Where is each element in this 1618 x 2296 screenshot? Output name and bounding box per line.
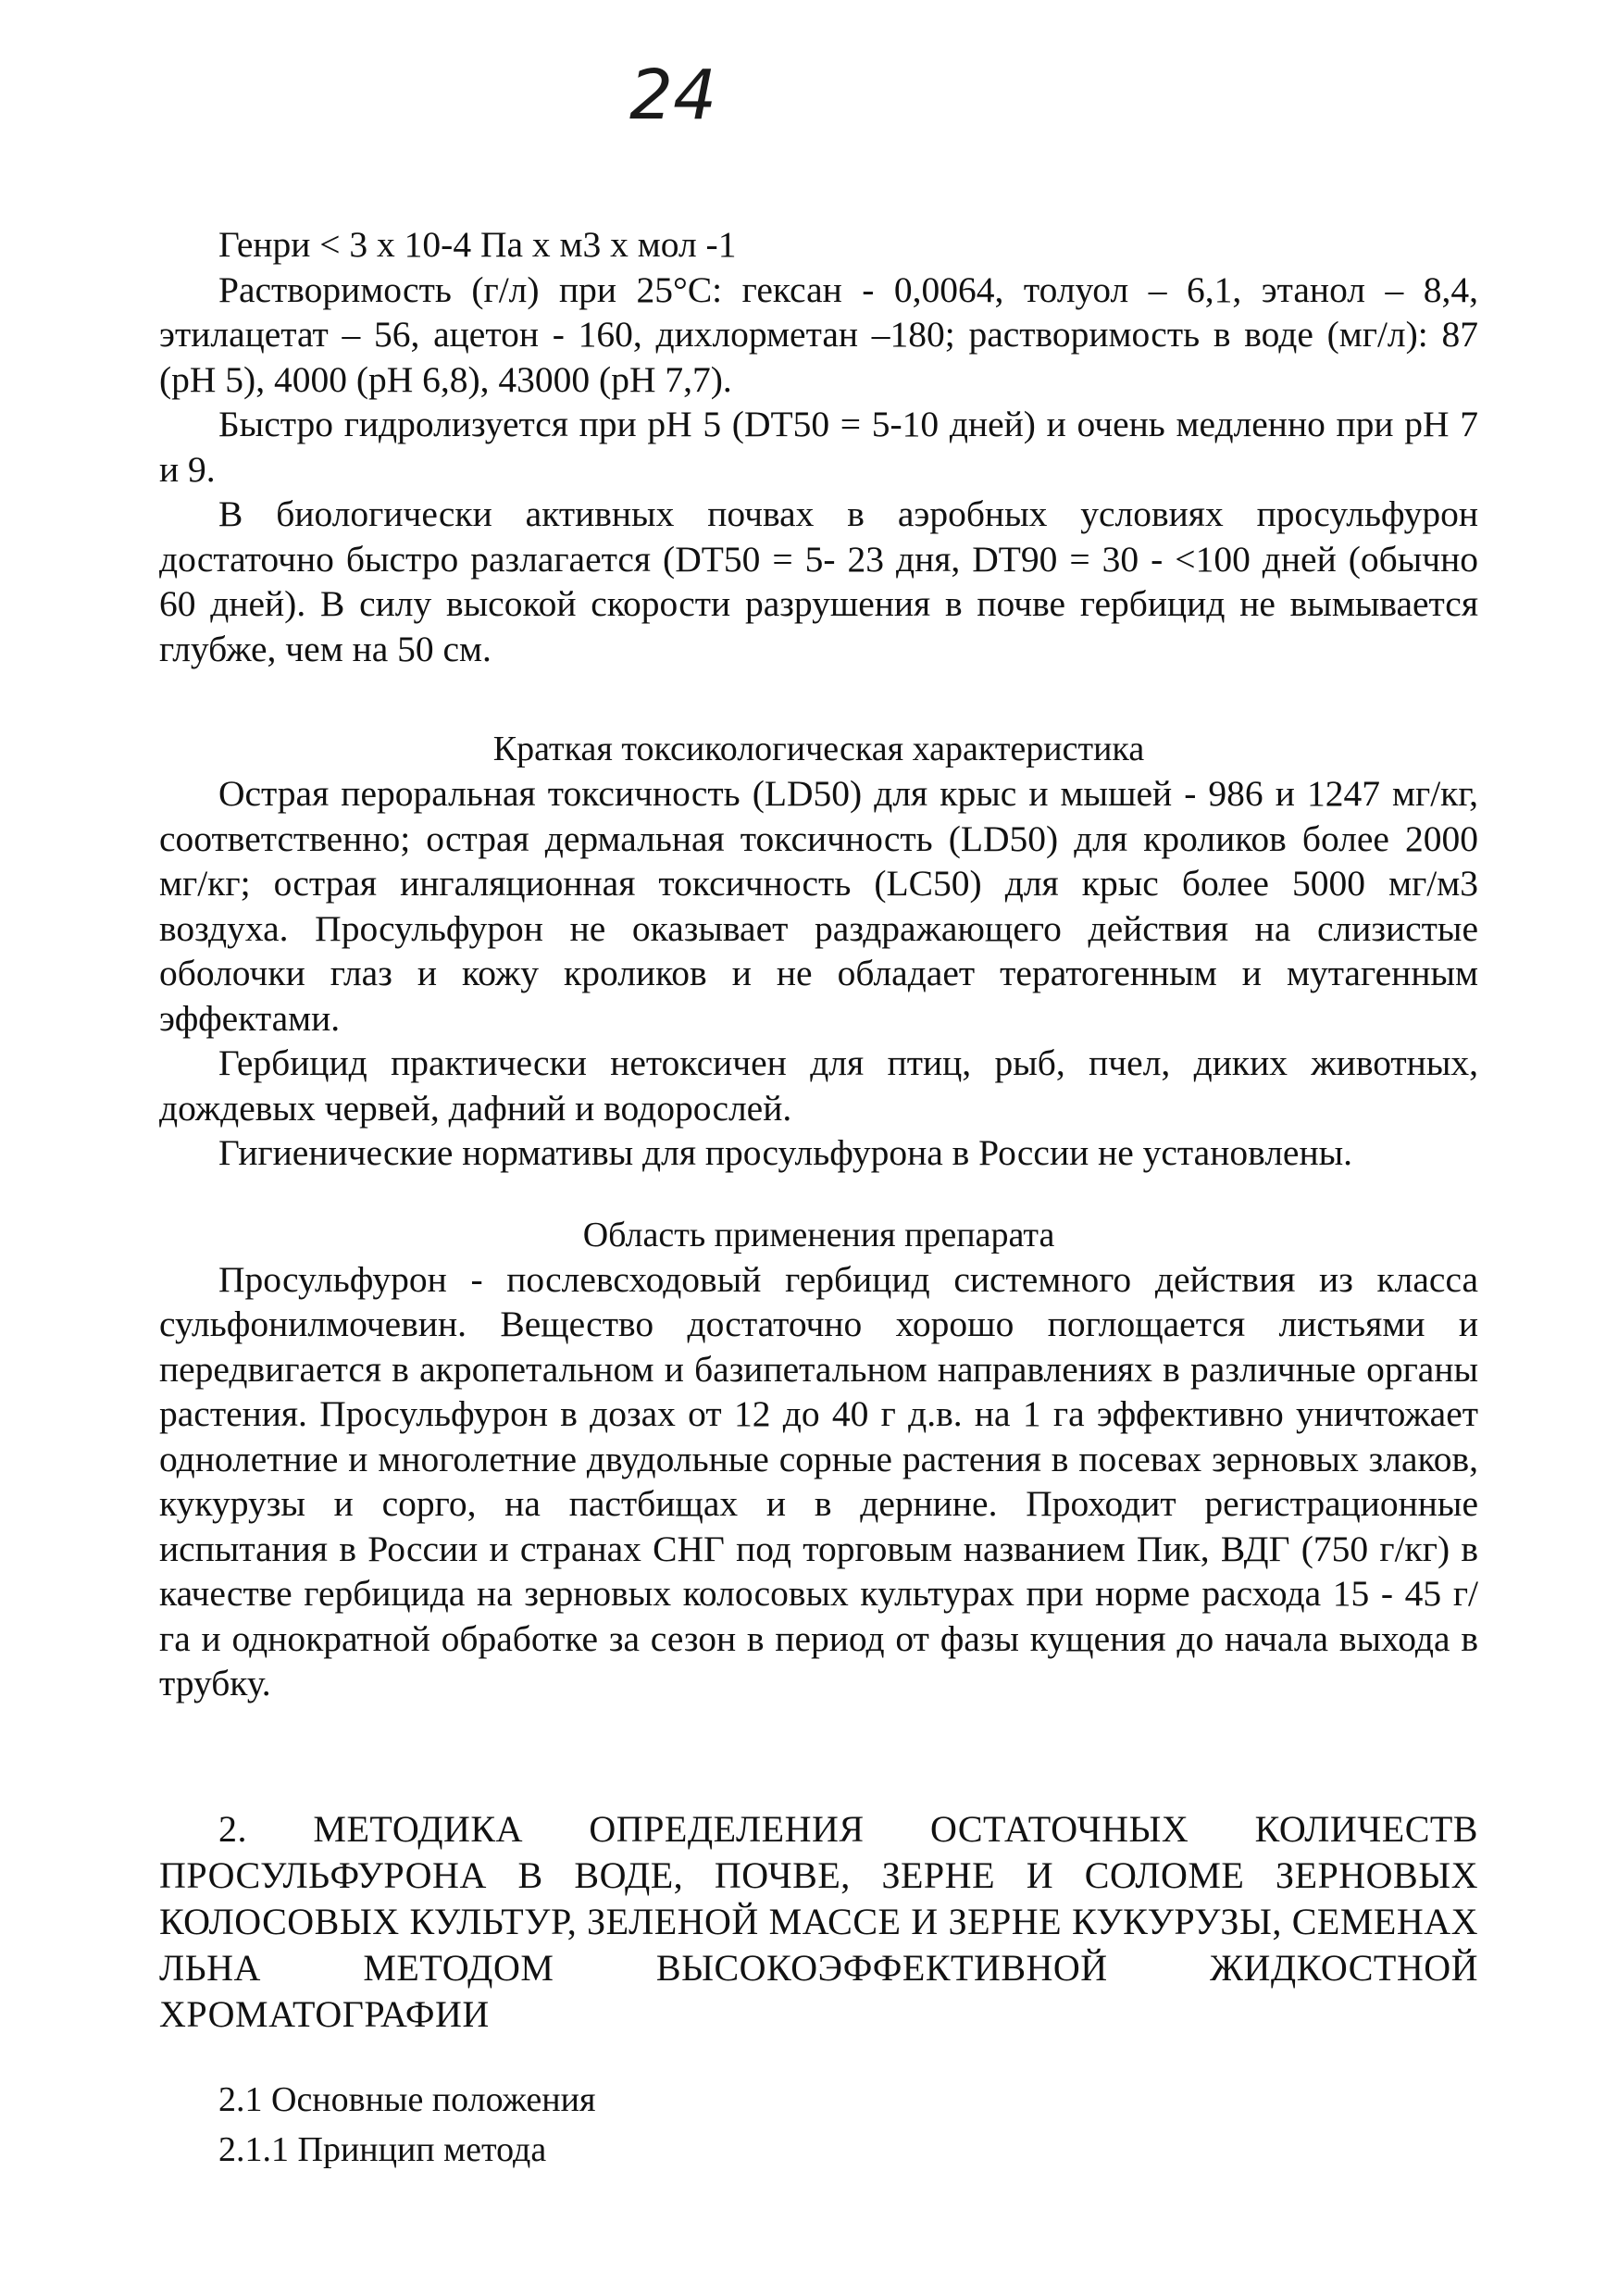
application-heading: Область применения препарата: [582, 1215, 1055, 1254]
document-body: [159, 222, 1478, 2175]
subsection-2-1-1: 2.1.1 Принцип метода: [218, 2129, 547, 2169]
hydrolysis-paragraph: Быстро гидролизуется при рН 5 (DT50 = 5-10 дней) и очень медленно при рН 7 и 9.: [159, 404, 1478, 490]
solubility-paragraph: Растворимость (г/л) при 25°С: гексан - 0,0064, толуол – 6,1, этанол – 8,4, этилацетат – 56, ацетон - 160, дихлорметан –180; растворимость в воде (мг/л): 87 (pH 5), 4000 (pH 6,8), 43000 (pH 7,7).: [159, 268, 1478, 400]
tox-heading: Краткая токсикологическая характеристика: [492, 730, 1145, 768]
tox-paragraph-2: Гербицид практически нетоксичен для птиц, рыб, пчел, диких животных, дождевых червей, дафний и водорослей.: [159, 1042, 1478, 1129]
tox-paragraph-1: Острая пероральная токсичность (LD50) для крыс и мышей - 986 и 1247 мг/кг, соответственно; острая дермальная токсичность (LD50) для кроликов более 2000 мг/кг; острая ингаляционная токсичность (LC50) для крыс более 5000 мг/м3 воздуха. Просульфурон не оказывает раздражающего действия на слизистые оболочки глаз и кожу кроликов и не обладает тератогенным и мутагенным эффектами.: [159, 773, 1478, 1039]
section-2-title: 2. МЕТОДИКА ОПРЕДЕЛЕНИЯ ОСТАТОЧНЫХ КОЛИЧЕСТВ ПРОСУЛЬФУРОНА В ВОДЕ, ПОЧВЕ, ЗЕРНЕ И СОЛОМЕ ЗЕРНОВЫХ КОЛОСОВЫХ КУЛЬТУР, ЗЕЛЕНОЙ МАССЕ И ЗЕРНЕ КУКУРУЗЫ, СЕМЕНАХ ЛЬНА МЕТОДОМ ВЫСОКОЭФФЕКТИВНОЙ ЖИДКОСТНОЙ ХРОМАТОГРАФИИ: [159, 1807, 1478, 2035]
tox-paragraph-3: Гигиенические нормативы для просульфурона в России не установлены.: [218, 1132, 1353, 1173]
soil-degradation-paragraph: В биологически активных почвах в аэробных условиях просульфурон достаточно быстро разлагается (DT50 = 5- 23 дня, DT90 = 30 - <100 дней (обычно 60 дней). В силу высокой скорости разрушения в почве гербицид не вымывается глубже, чем на 50 см.: [159, 493, 1478, 669]
henry-constant-line: Генри < 3 x 10-4 Па x м3 x мол -1: [218, 224, 737, 265]
page-number: 24: [629, 56, 717, 135]
application-paragraph: Просульфурон - послевсходовый гербицид системного действия из класса сульфонилмочевин. Вещество достаточно хорошо поглощается листьями и передвигается в акропетальном и базипетальном направлениях в различные органы растения. Просульфурон в дозах от 12 до 40 г д.в. на 1 га эффективно уничтожает однолетние и многолетние двудольные сорные растения в посевах зерновых злаков, кукурузы и сорго, на пастбищах и в дернине. Проходит регистрационные испытания в России и странах СНГ под торговым названием Пик, ВДГ (750 г/кг) в качестве гербицида на зерновых колосовых культурах при норме расхода 15 - 45 г/га и однократной обработке за сезон в период от фазы кущения до начала выхода в трубку.: [159, 1258, 1478, 1703]
subsection-2-1: 2.1 Основные положения: [218, 2079, 596, 2119]
